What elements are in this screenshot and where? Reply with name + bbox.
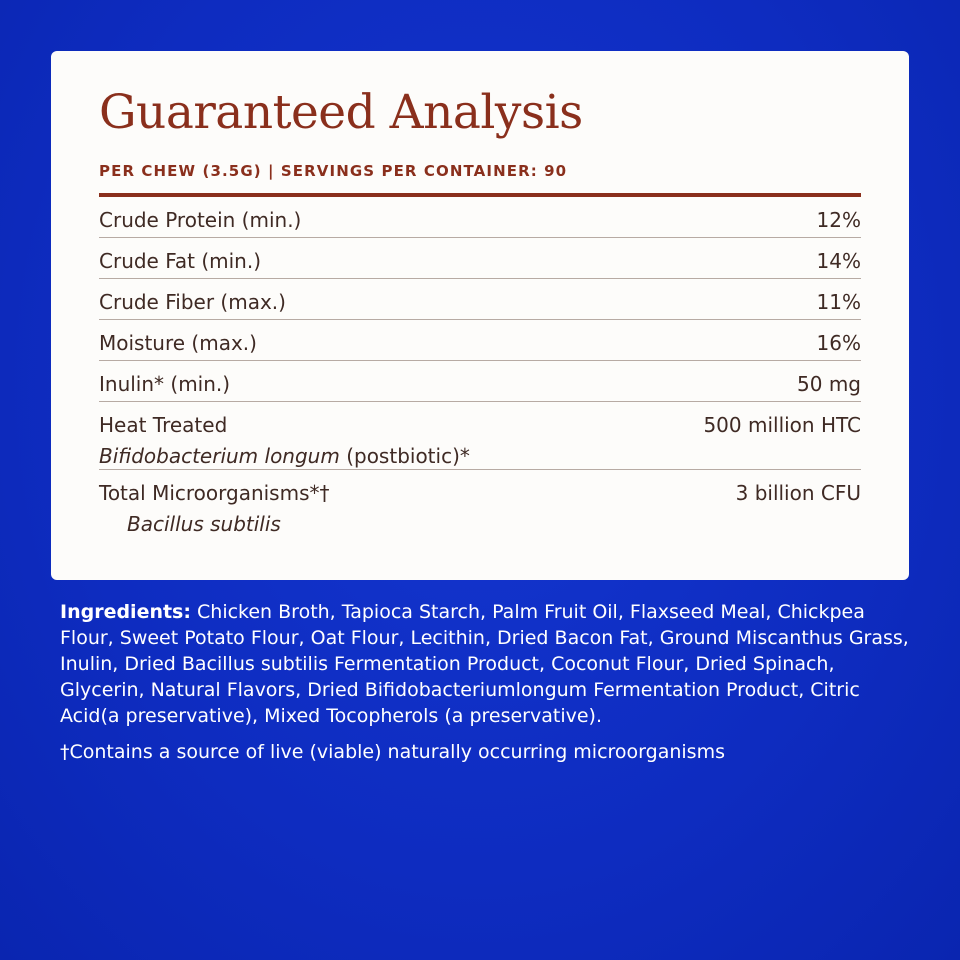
ingredients-label: Ingredients: [60, 601, 191, 623]
footnote: †Contains a source of live (viable) naturally occurring microorganisms [60, 741, 725, 763]
row-name: Heat Treated [99, 413, 228, 437]
row-name: Moisture (max.) [99, 331, 257, 355]
analysis-row [99, 238, 861, 279]
analysis-row [99, 320, 861, 361]
analysis-row [99, 361, 861, 402]
row-name: Inulin* (min.) [99, 372, 231, 396]
row-value: 50 mg [797, 372, 861, 396]
guaranteed-analysis-panel [51, 51, 909, 580]
organism-name: Bifidobacterium longum [99, 444, 340, 468]
row-name: Crude Fiber (max.) [99, 290, 286, 314]
panel-title: Guaranteed Analysis [99, 85, 583, 140]
row-value: 500 million HTC [703, 413, 861, 437]
analysis-row [99, 470, 861, 540]
row-value: 14% [816, 249, 861, 273]
row-value: 12% [816, 208, 861, 232]
analysis-row [99, 197, 861, 238]
ingredients-text [60, 599, 910, 729]
row-value: 11% [816, 290, 861, 314]
row-name: Total Microorganisms*† [99, 481, 330, 505]
panel-subtitle: PER CHEW (3.5G) | SERVINGS PER CONTAINER: 90 [99, 162, 568, 180]
row-name: Crude Protein (min.) [99, 208, 302, 232]
row-subname: Bacillus subtilis [127, 512, 281, 536]
row-name: Crude Fat (min.) [99, 249, 262, 273]
analysis-table [99, 197, 861, 540]
organism-note: (postbiotic)* [339, 444, 470, 468]
row-value: 3 billion CFU [735, 481, 861, 505]
row-subname [99, 444, 470, 468]
analysis-row [99, 279, 861, 320]
analysis-row [99, 402, 861, 470]
row-value: 16% [816, 331, 861, 355]
ingredients-list: Chicken Broth, Tapioca Starch, Palm Fruit Oil, Flaxseed Meal, Chickpea Flour, Sweet Potato Flour, Oat Flour, Lecithin, Dried Bacon Fat, Ground Miscanthus Grass, Inulin, Dried Bacillus subtilis Fermentation Product, Coconut Flour, Dried Spinach, Glycerin, Natural Flavors, Dried Bifidobacteriumlongum Fermentation Product, Citric Acid(a preservative), Mixed Tocopherols (a preservative). [60, 601, 909, 727]
